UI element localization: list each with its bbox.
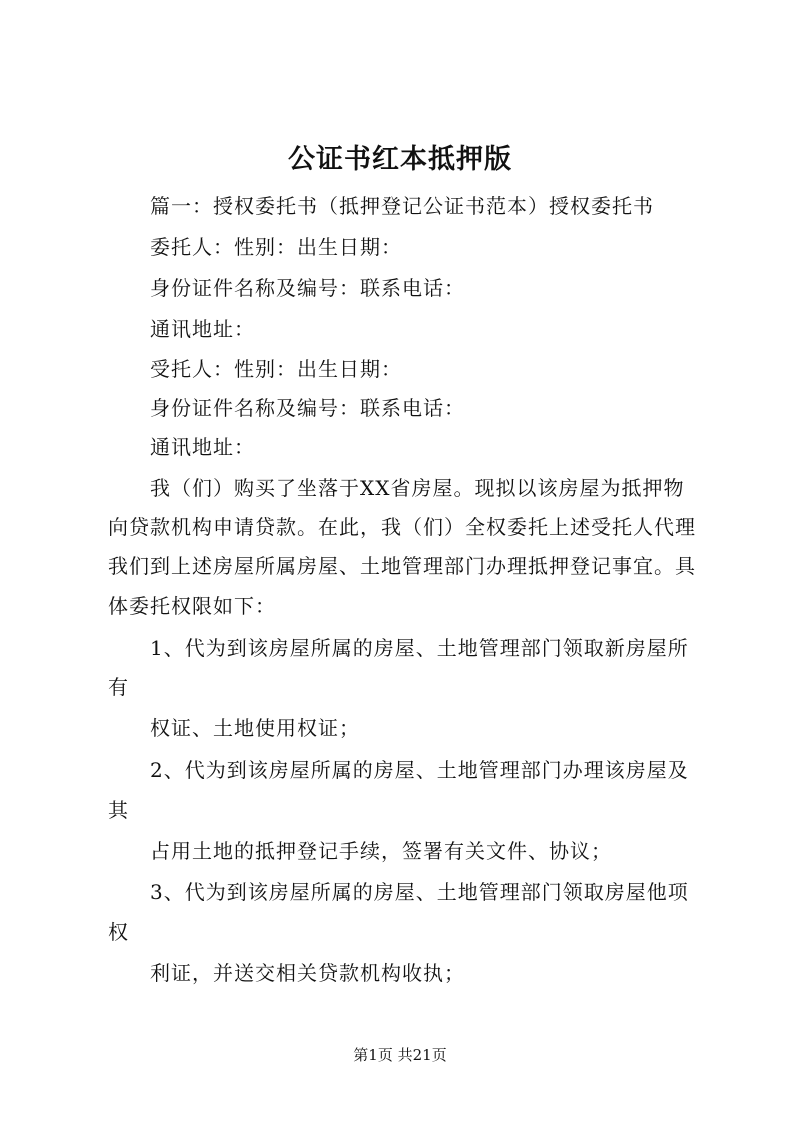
text-line: 篇一：授权委托书（抵押登记公证书范本）授权委托书: [150, 194, 654, 218]
text-line: 身份证件名称及编号：联系电话：: [150, 396, 465, 420]
text-line: 占用土地的抵押登记手续，签署有关文件、协议；: [150, 839, 612, 863]
document-title: 公证书红本抵押版: [288, 144, 512, 175]
text-line: 权证、土地使用权证；: [150, 716, 360, 740]
text-line: 我们到上述房屋所属房屋、土地管理部门办理抵押登记事宜。具: [108, 554, 696, 578]
page-number: 第1页 共21页: [353, 1046, 447, 1064]
text-line: 有: [108, 675, 129, 699]
text-line: 我（们）购买了坐落于XX省房屋。现拟以该房屋为抵押物: [150, 476, 685, 500]
text-line: 2、代为到该房屋所属的房屋、土地管理部门办理该房屋及: [150, 758, 689, 782]
text-line: 1、代为到该房屋所属的房屋、土地管理部门领取新房屋所: [150, 636, 689, 660]
text-line: 受托人：性别：出生日期：: [150, 357, 402, 381]
text-line: 3、代为到该房屋所属的房屋、土地管理部门领取房屋他项: [150, 880, 689, 904]
text-line: 通讯地址：: [150, 317, 255, 341]
text-line: 委托人：性别：出生日期：: [150, 235, 402, 259]
text-line: 体委托权限如下：: [108, 594, 276, 618]
text-line: 身份证件名称及编号：联系电话：: [150, 276, 465, 300]
text-line: 其: [108, 798, 129, 822]
text-line: 向贷款机构申请贷款。在此，我（们）全权委托上述受托人代理: [108, 515, 696, 539]
text-line: 利证，并送交相关贷款机构收执；: [150, 961, 465, 985]
text-line: 通讯地址：: [150, 435, 255, 459]
text-line: 权: [108, 920, 129, 944]
